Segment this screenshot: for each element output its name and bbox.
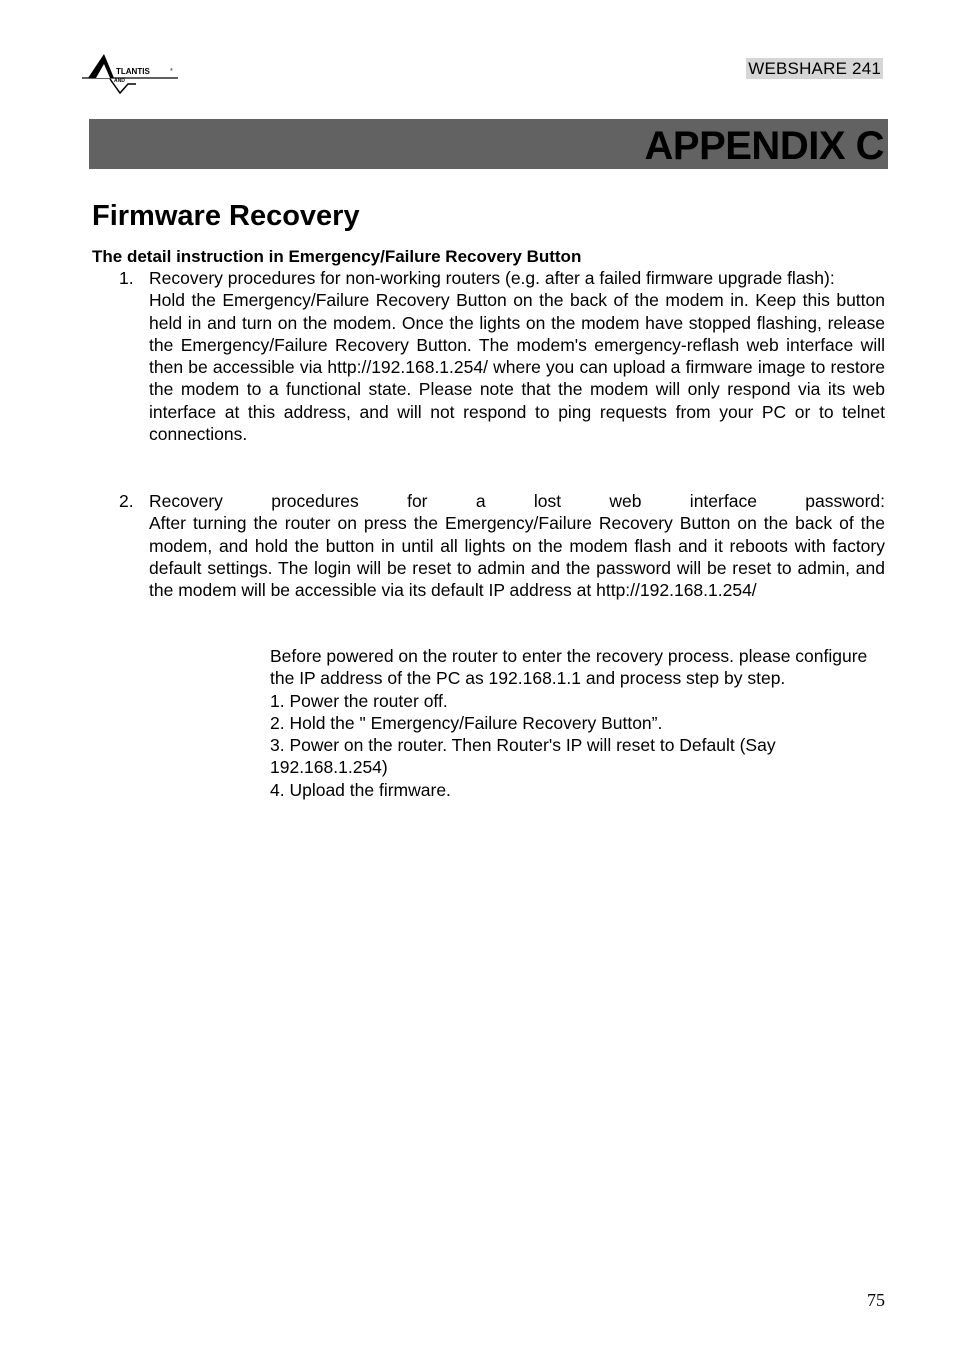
page-number: 75 [867, 1290, 885, 1310]
list-item [92, 267, 885, 445]
note-step: 4. Upload the firmware. [270, 779, 451, 800]
svg-text:TLANTIS: TLANTIS [116, 67, 150, 76]
svg-text:AND: AND [114, 78, 125, 84]
appendix-banner [89, 119, 888, 169]
list-item-number: 2. [119, 491, 134, 511]
list-item-intro: Recovery procedures for a lost web interface password: [149, 491, 885, 511]
section-subtitle: The detail instruction in Emergency/Failure Recovery Button [92, 247, 582, 266]
recovery-note [270, 645, 885, 801]
atlantis-land-logo [80, 48, 180, 98]
note-intro: Before powered on the router to enter the recovery process. please configure the IP address of the PC as 192.168.1.1 and process step by step. [270, 646, 868, 689]
list-item-intro: Recovery procedures for non-working routers (e.g. after a failed firmware upgrade flash): [149, 268, 835, 288]
section-title: Firmware Recovery [92, 200, 360, 232]
list-item [92, 490, 885, 601]
list-item-text: Hold the Emergency/Failure Recovery Button on the back of the modem in. Keep this button held in and turn on the modem. Once the lights on the modem have stopped flashing, release the Emergency/Failure Recovery Button. The modem's emergency-reflash web interface will then be accessible via http://192.168.1.254/ where you can upload a firmware image to restore the modem to a functional state. Please note that the modem will only respond via its web interface at this address, and will not respond to ping requests from your PC or to telnet connections. [149, 290, 885, 445]
note-step: 1. Power the router off. [270, 690, 448, 711]
note-step: 2. Hold the " Emergency/Failure Recovery Button”. [270, 712, 663, 733]
list-item-number: 1. [119, 268, 134, 288]
list-item-text: After turning the router on press the Emergency/Failure Recovery Button on the back of the modem, and hold the button in until all lights on the modem flash and it reboots with factory default settings. The login will be reset to admin and the password will be reset to admin, and the modem will be accessible via its default IP address at http://192.168.1.254/ [149, 513, 885, 601]
appendix-title: APPENDIX C [644, 124, 884, 168]
svg-text:®: ® [170, 67, 173, 72]
note-step: 3. Power on the router. Then Router's IP will reset to Default (Say 192.168.1.254) [270, 735, 776, 778]
product-name: WEBSHARE 241 [748, 59, 881, 78]
